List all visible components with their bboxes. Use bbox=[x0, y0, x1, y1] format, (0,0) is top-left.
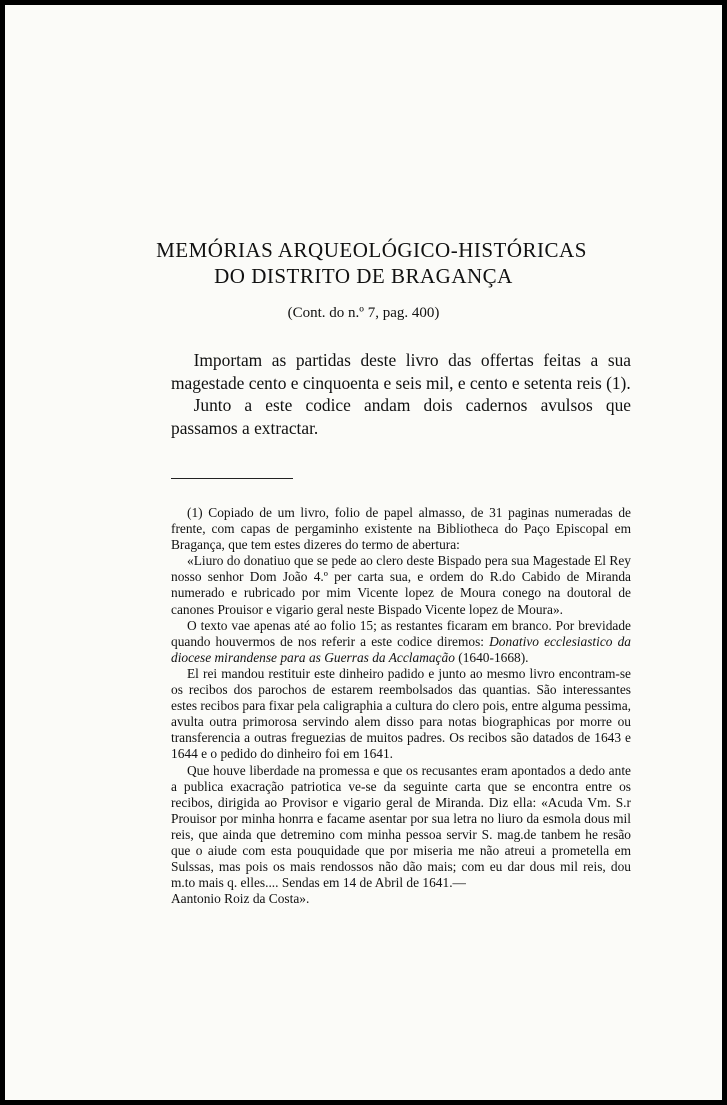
article-title-line-1: MEMÓRIAS ARQUEOLÓGICO-HISTÓRICAS bbox=[156, 238, 587, 262]
continuation-reference: (Cont. do n.º 7, pag. 400) bbox=[287, 305, 440, 321]
footnote-text: (1640-1668). bbox=[454, 649, 529, 665]
footnote-paragraph bbox=[171, 618, 631, 666]
footnote-paragraph: El rei mandou restituir este dinheiro padido e junto ao mesmo livro encontram-se os recibos dos parochos de estarem reembolsados das quantias. São interessantes estes recibos para fixar pela caligraphia a cultura do clero pois, entre alguma pessima, avulta outra primorosa servindo alem disso para notas biographicas por morre ou transferencia a outras freguezias de muitos padres. Os recibos são datados de 1643 e 1644 e o pedido do dinheiro foi em 1641. bbox=[171, 665, 631, 762]
footnote-text: O texto vae apenas até ao folio 15; as restantes ficaram em branco. Por brevidade quando houvermos de nos referir a este codice diremos: bbox=[171, 617, 631, 649]
footnote-paragraph: Que houve liberdade na promessa e que os recusantes eram apontados a dedo ante a publica exacração patriotica ve-se da seguinte carta que se encontra entre os recibos, dirigida ao Provisor e vigario geral de Miranda. Diz ella: «Acuda Vm. S.r Prouisor por minha honrra e facame asentar por sua letra no liuro da esmola dous mil reis, que ainda que detremino com minha pessoa servir S. mag.de tanbem he resão que o aiude com esta pouquidade que por miseria me não atreui a prometella em Sulssas, mas pois os mais rendossos não dão mais; com eu dar dous mil reis, dou m.to mais q. elles.... Sendas em 14 de Abril de 1641.— bbox=[171, 762, 631, 891]
footnote-divider bbox=[171, 478, 293, 479]
footnote bbox=[171, 505, 631, 907]
footnote-paragraph: «Liuro do donatiuo que se pede ao clero deste Bispado pera sua Magestade El Rey nosso senhor Dom João 4.º per carta sua, e ordem do R.do Cabido de Miranda numerado e rubricado por mim Vicente lopez de Moura conego na doutoral de canones Prouisor e vigario geral neste Bispado Vicente lopez de Moura». bbox=[171, 553, 631, 617]
body-paragraph: Junto a este codice andam dois cadernos avulsos que passamos a extractar. bbox=[171, 395, 631, 438]
body-paragraph: Importam as partidas deste livro das offertas feitas a sua magestade cento e cinquoenta e seis mil, e cento e setenta reis (1). bbox=[171, 350, 631, 393]
document-page bbox=[5, 5, 722, 1100]
footnote-italic-title: Donativo ecclesiastico da diocese mirandense para as Guerras da Acclamação bbox=[171, 633, 631, 665]
footnote-paragraph: (1) Copiado de um livro, folio de papel almasso, de 31 paginas numeradas de frente, com capas de pergaminho existente na Bibliotheca do Paço Episcopal em Bragança, que tem estes dizeres do termo de abertura: bbox=[171, 505, 631, 553]
article-title-line-2: DO DISTRITO DE BRAGANÇA bbox=[214, 264, 513, 288]
footnote-signature: Aantonio Roiz da Costa». bbox=[171, 891, 310, 907]
body-text bbox=[171, 349, 631, 439]
